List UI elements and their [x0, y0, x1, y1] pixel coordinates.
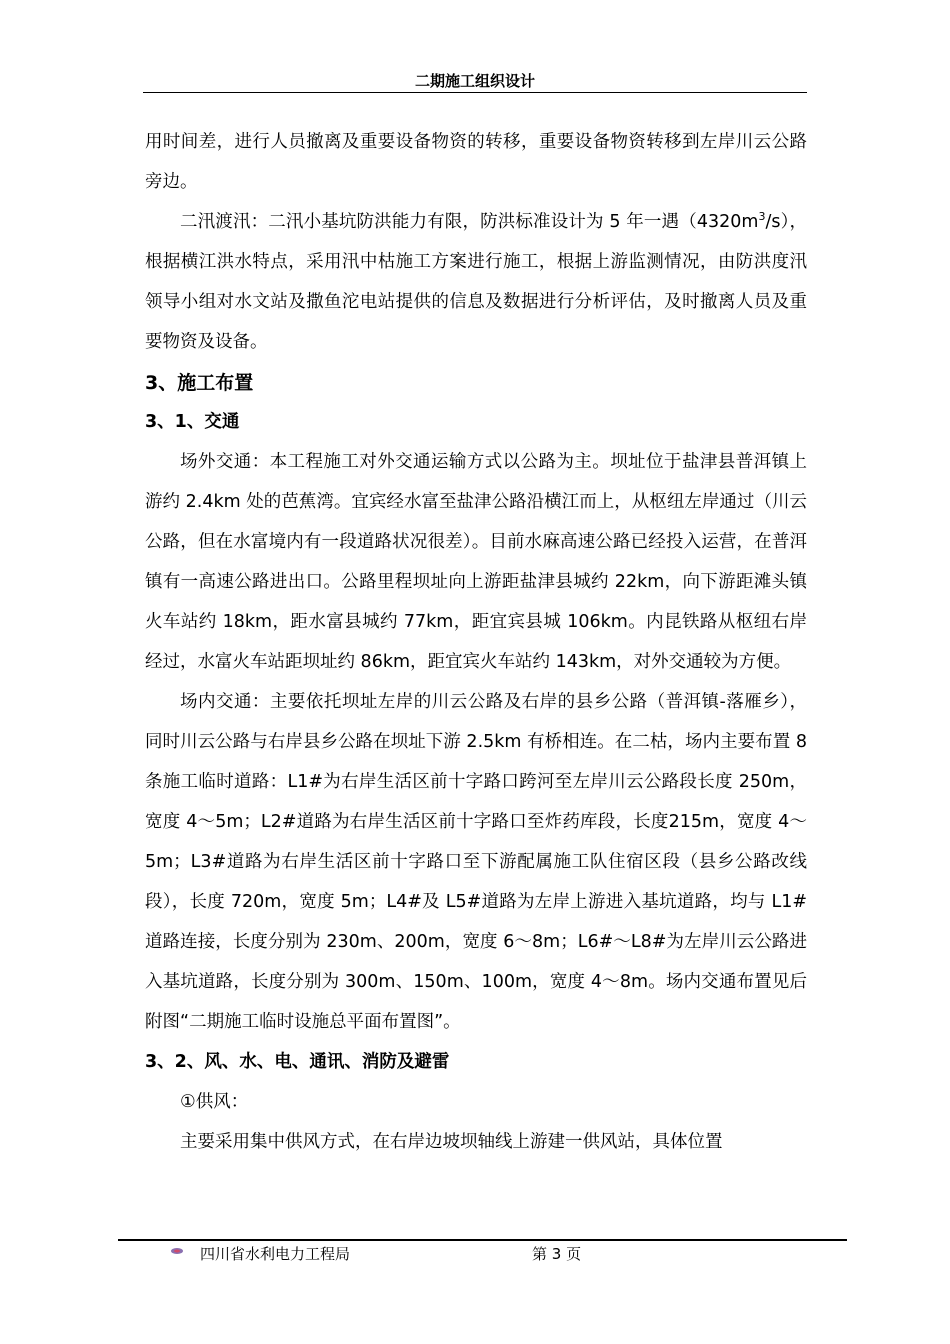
paragraph-second-flood: [145, 202, 807, 362]
header-title: 二期施工组织设计: [414, 72, 535, 90]
document-body: [145, 122, 807, 1162]
company-logo-icon: [170, 1246, 184, 1256]
paragraph-air-supply: 主要采用集中供风方式，在右岸边坡坝轴线上游建一供风站，具体位置: [180, 1132, 723, 1152]
superscript-cubed: 3: [758, 210, 766, 224]
paragraph-internal-traffic: 场内交通：主要依托坝址左岸的川云公路及右岸的县乡公路（普洱镇-落雁乡），同时川云公路与右岸县乡公路在坝址下游 2.5km 有桥相连。在二枯，场内主要布置 8 条施工临时道路：L1#为右岸生活区前十字路口跨河至左岸川云公路段长度 250m，宽度 4～5m；L2#道路为右岸生活区前十字路口至炸药库段，长度215m，宽度 4～5m；L3#道路为右岸生活区前十字路口至下游配属施工队住宿区段（县乡公路改线段），长度 720m，宽度 5m；L4#及 L5#道路为左岸上游进入基坑道路，均与 L1#道路连接，长度分别为 230m、200m，宽度 6～8m；L6#～L8#为左岸川云公路进入基坑道路，长度分别为 300m、150m、100m，宽度 4～8m。场内交通布置见后附图“二期施工临时设施总平面布置图”。: [145, 692, 807, 1032]
paragraph-second-flood-text-a: 二汛渡汛：二汛小基坑防洪能力有限，防洪标准设计为 5 年一遇（4320m: [180, 212, 759, 232]
paragraph-second-flood-text-b: /s），根据横江洪水特点，采用汛中枯施工方案进行施工，根据上游监测情况，由防洪度汛领导小组对水文站及撒鱼沱电站提供的信息及数据进行分析评估，及时撤离人员及重要物资及设备。: [145, 212, 808, 352]
header-divider: [143, 92, 807, 93]
footer-organization: 四川省水利电力工程局: [200, 1245, 351, 1263]
section-heading-construction-layout: 3、施工布置: [145, 372, 254, 394]
footer-divider: [118, 1239, 847, 1241]
air-supply-label: ①供风：: [180, 1092, 249, 1112]
footer-page-number: 第 3 页: [532, 1245, 582, 1263]
subsection-heading-utilities: 3、2、风、水、电、通讯、消防及避雷: [145, 1052, 450, 1072]
paragraph-external-traffic: 场外交通：本工程施工对外交通运输方式以公路为主。坝址位于盐津县普洱镇上游约 2.4km 处的芭蕉湾。宜宾经水富至盐津公路沿横江而上，从枢纽左岸通过（川云公路，但在水富境内有一段道路状况很差）。目前水麻高速公路已经投入运营，在普洱镇有一高速公路进出口。公路里程坝址向上游距盐津县城约 22km，向下游距滩头镇火车站约 18km，距水富县城约 77km，距宜宾县城 106km。内昆铁路从枢纽右岸经过，水富火车站距坝址约 86km，距宜宾火车站约 143km，对外交通较为方便。: [145, 452, 807, 672]
subsection-heading-traffic: 3、1、交通: [145, 412, 240, 432]
paragraph-evacuation: 用时间差，进行人员撤离及重要设备物资的转移，重要设备物资转移到左岸川云公路旁边。: [145, 132, 807, 192]
